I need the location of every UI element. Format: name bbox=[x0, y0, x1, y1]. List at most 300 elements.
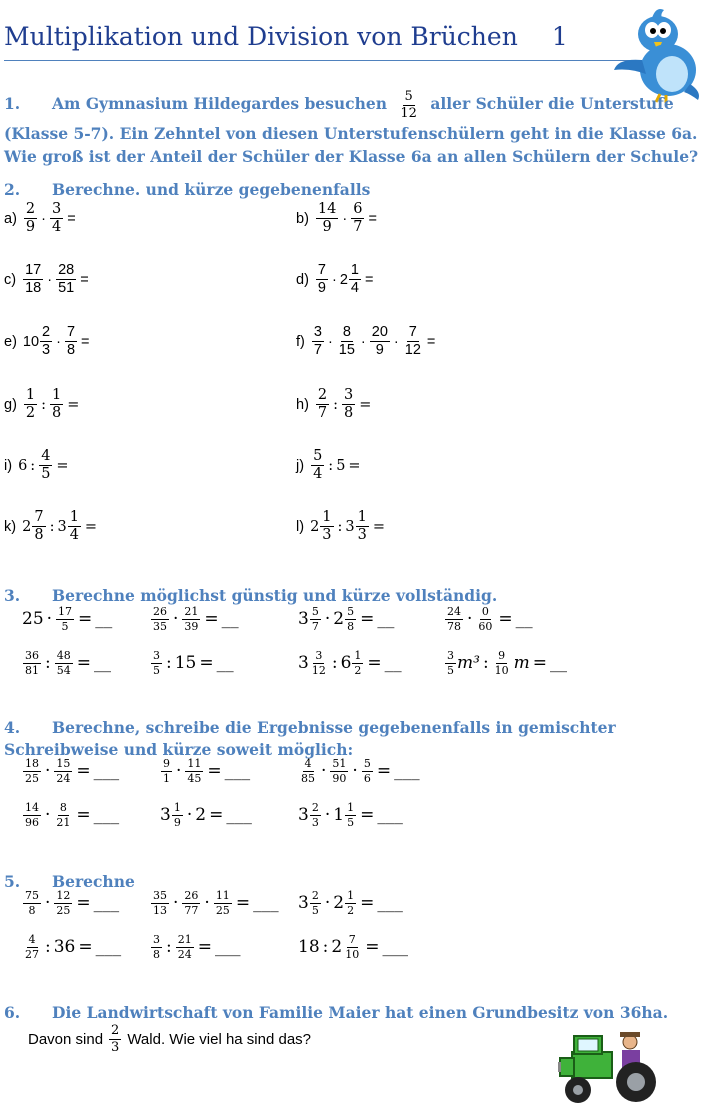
answer-blank: ___ bbox=[224, 761, 251, 782]
denominator: 8 bbox=[153, 947, 160, 961]
fraction bbox=[182, 606, 200, 632]
fraction bbox=[65, 325, 77, 358]
answer-blank: __ bbox=[216, 653, 234, 674]
numerator: 1 bbox=[354, 649, 362, 662]
fraction bbox=[311, 449, 324, 482]
task-label: c) bbox=[4, 271, 17, 288]
task-label: d) bbox=[296, 271, 309, 288]
fraction bbox=[214, 890, 232, 916]
denominator: 3 bbox=[42, 342, 51, 359]
operator: · bbox=[45, 761, 51, 782]
q6-question bbox=[28, 1024, 311, 1054]
fraction bbox=[352, 650, 363, 676]
q2-task-f bbox=[296, 325, 438, 358]
denominator: 24 bbox=[56, 771, 71, 785]
task-label: a) bbox=[4, 210, 17, 227]
operator: · bbox=[352, 761, 358, 782]
answer-blank: __ bbox=[93, 653, 111, 674]
answer-blank: ___ bbox=[253, 893, 279, 914]
fraction bbox=[151, 650, 162, 676]
answer-blank: ___ bbox=[93, 761, 120, 782]
answer-blank: ___ bbox=[226, 805, 252, 826]
numerator: 21 bbox=[184, 605, 199, 618]
whole-number: 6 bbox=[340, 653, 352, 674]
q5-expr-1 bbox=[22, 890, 119, 916]
fraction bbox=[312, 325, 324, 358]
q5-expr-3 bbox=[298, 890, 403, 916]
q4-text: Berechne, schreibe die Ergebnisse gegebenenfalls in gemischter bbox=[52, 718, 616, 737]
q3-heading bbox=[4, 586, 497, 605]
equals-sign: = bbox=[376, 761, 392, 782]
denominator: 5 bbox=[61, 619, 69, 633]
equals-sign: = bbox=[76, 653, 91, 674]
fraction bbox=[351, 202, 364, 235]
equals-sign: = bbox=[81, 333, 90, 350]
fraction bbox=[32, 510, 45, 543]
bird-mascot-icon bbox=[612, 4, 702, 104]
q3-expr-5 bbox=[22, 650, 111, 676]
whole-number: 3 bbox=[298, 653, 309, 674]
denominator: 8 bbox=[347, 619, 355, 633]
fraction bbox=[23, 934, 41, 960]
equals-sign: = bbox=[80, 271, 89, 288]
numerator: 75 bbox=[25, 889, 39, 902]
denominator: 7 bbox=[353, 219, 363, 236]
q2-task-l bbox=[296, 510, 388, 543]
numerator: 7 bbox=[407, 325, 419, 342]
unit: m bbox=[513, 653, 530, 674]
q1-line1 bbox=[4, 90, 674, 120]
denominator: 85 bbox=[301, 771, 315, 785]
denominator: 5 bbox=[153, 663, 160, 677]
numerator: 48 bbox=[56, 649, 71, 662]
denominator: 3 bbox=[322, 527, 332, 544]
q2-task-i bbox=[4, 449, 72, 482]
numerator: 12 bbox=[56, 889, 71, 902]
denominator: 7 bbox=[313, 342, 322, 359]
q1-number: 1. bbox=[4, 94, 21, 114]
operator: : bbox=[322, 937, 329, 958]
title-text: Multiplikation und Division von Brüchen bbox=[4, 22, 518, 51]
operator: : bbox=[45, 653, 51, 674]
numerator: 7 bbox=[316, 263, 328, 280]
denominator: 7 bbox=[317, 405, 328, 422]
page-title bbox=[4, 22, 568, 51]
whole-number: 3 bbox=[298, 893, 309, 914]
task-label: b) bbox=[296, 210, 309, 227]
denominator: 4 bbox=[313, 466, 323, 483]
numerator: 3 bbox=[153, 933, 160, 946]
equals-sign: = bbox=[56, 457, 69, 474]
answer-blank: __ bbox=[515, 609, 533, 630]
denominator: 60 bbox=[478, 619, 493, 633]
q3-text: Berechne möglichst günstig und kürze vollständig. bbox=[52, 586, 498, 605]
fraction bbox=[176, 934, 194, 960]
q3-expr-4 bbox=[444, 606, 533, 632]
denominator: 39 bbox=[184, 619, 199, 633]
equals-sign: = bbox=[76, 805, 91, 826]
whole-number: 2 bbox=[339, 271, 348, 288]
fraction bbox=[337, 325, 357, 358]
fraction bbox=[56, 606, 74, 632]
whole-number: 2 bbox=[195, 805, 207, 826]
denominator: 5 bbox=[347, 815, 355, 829]
operator: : bbox=[166, 937, 172, 958]
fraction bbox=[151, 934, 162, 960]
q2-number: 2. bbox=[4, 180, 21, 199]
equals-sign: = bbox=[197, 937, 212, 958]
q4-text-line2: Schreibweise und kürze soweit möglich: bbox=[4, 740, 354, 759]
whole-number: 2 bbox=[310, 518, 320, 535]
denominator: 25 bbox=[25, 771, 39, 785]
q1-frac-den: 12 bbox=[400, 105, 417, 121]
equals-sign: = bbox=[78, 937, 93, 958]
fraction bbox=[24, 202, 37, 235]
whole-number: 3 bbox=[298, 609, 309, 630]
operator: · bbox=[176, 761, 182, 782]
q2-heading bbox=[4, 180, 370, 199]
equals-sign: = bbox=[372, 518, 386, 535]
fraction bbox=[299, 758, 317, 784]
fraction bbox=[55, 650, 73, 676]
denominator: 7 bbox=[311, 619, 319, 633]
numerator: 11 bbox=[187, 757, 202, 770]
equals-sign: = bbox=[360, 805, 375, 826]
operator: · bbox=[173, 893, 179, 914]
denominator: 90 bbox=[332, 771, 347, 785]
q3-expr-2 bbox=[150, 606, 239, 632]
denominator: 78 bbox=[447, 619, 461, 633]
task-label: f) bbox=[296, 333, 305, 350]
fraction bbox=[349, 263, 361, 296]
answer-blank: __ bbox=[95, 609, 113, 630]
task-label: j) bbox=[296, 457, 305, 474]
q6-number: 6. bbox=[4, 1003, 21, 1022]
equals-sign: = bbox=[67, 210, 76, 227]
numerator: 36 bbox=[25, 649, 39, 662]
numerator: 3 bbox=[50, 202, 63, 219]
fraction bbox=[151, 606, 169, 632]
q4-expr-3 bbox=[298, 758, 420, 784]
denominator: 9 bbox=[322, 219, 332, 236]
fraction bbox=[316, 388, 329, 421]
q4-expr-6 bbox=[298, 802, 403, 828]
denominator: 51 bbox=[58, 280, 75, 297]
denominator: 12 bbox=[404, 342, 421, 359]
q5-expr-4 bbox=[22, 934, 121, 960]
equals-sign: = bbox=[348, 457, 361, 474]
denominator: 2 bbox=[354, 663, 362, 677]
denominator: 45 bbox=[187, 771, 202, 785]
numerator: 4 bbox=[39, 449, 52, 466]
denominator: 24 bbox=[177, 947, 192, 961]
fraction bbox=[493, 650, 511, 676]
whole-number: 2 bbox=[333, 609, 345, 630]
whole-number: 25 bbox=[22, 609, 44, 630]
equals-sign: = bbox=[368, 210, 377, 227]
numerator: 4 bbox=[28, 933, 36, 946]
denominator: 3 bbox=[357, 527, 367, 544]
operator: · bbox=[186, 805, 193, 826]
fraction bbox=[316, 263, 328, 296]
numerator: 1 bbox=[356, 510, 369, 527]
q3-expr-1 bbox=[22, 606, 112, 632]
q1-fraction bbox=[398, 90, 419, 120]
denominator: 25 bbox=[56, 903, 71, 917]
operator: : bbox=[333, 396, 339, 413]
fraction bbox=[476, 606, 494, 632]
fraction bbox=[445, 650, 456, 676]
q2-task-k bbox=[4, 510, 100, 543]
denominator: 10 bbox=[345, 947, 360, 961]
q3-expr-7 bbox=[298, 650, 402, 676]
numerator: 1 bbox=[68, 510, 81, 527]
operator: · bbox=[56, 333, 61, 350]
fraction bbox=[23, 263, 43, 296]
fraction bbox=[56, 263, 76, 296]
denominator: 8 bbox=[52, 405, 62, 422]
q6-text-before: Davon sind bbox=[28, 1030, 104, 1048]
numerator: 0 bbox=[481, 605, 489, 618]
operator: : bbox=[337, 518, 343, 535]
q4-expr-2 bbox=[160, 758, 250, 784]
numerator: 3 bbox=[312, 325, 324, 342]
fraction bbox=[50, 202, 63, 235]
q5-text: Berechne bbox=[52, 872, 135, 891]
equals-sign: = bbox=[532, 653, 548, 674]
title-underline bbox=[4, 60, 634, 61]
denominator: 4 bbox=[69, 527, 79, 544]
whole-number: 3 bbox=[57, 518, 67, 535]
numerator: 1 bbox=[347, 801, 355, 814]
denominator: 8 bbox=[34, 527, 44, 544]
operator: · bbox=[360, 333, 366, 350]
task-label: h) bbox=[296, 396, 309, 413]
page-number: 1 bbox=[551, 22, 568, 51]
fraction bbox=[109, 1024, 121, 1054]
fraction bbox=[370, 325, 390, 358]
operator: : bbox=[30, 457, 36, 474]
fraction bbox=[362, 758, 373, 784]
fraction bbox=[23, 758, 41, 784]
operator: · bbox=[47, 271, 53, 288]
q2-task-c bbox=[4, 263, 92, 296]
denominator: 81 bbox=[25, 663, 39, 677]
q5-number: 5. bbox=[4, 872, 21, 891]
fraction bbox=[343, 934, 361, 960]
q1-line3: Wie groß ist der Anteil der Schüler der Klasse 6a an allen Schülern der Schule? bbox=[4, 147, 699, 166]
denominator: 3 bbox=[311, 815, 319, 829]
answer-blank: ___ bbox=[377, 893, 403, 914]
fraction bbox=[330, 758, 348, 784]
denominator: 35 bbox=[153, 619, 167, 633]
operator: · bbox=[342, 210, 348, 227]
denominator: 12 bbox=[311, 663, 326, 677]
equals-sign: = bbox=[76, 761, 91, 782]
answer-blank: ___ bbox=[382, 937, 408, 958]
whole-number: 15 bbox=[174, 653, 197, 674]
operator: · bbox=[45, 893, 51, 914]
fraction bbox=[310, 802, 321, 828]
whole-number: 10 bbox=[22, 333, 40, 350]
denominator: 21 bbox=[56, 815, 71, 829]
fraction bbox=[345, 802, 356, 828]
numerator: 35 bbox=[153, 889, 167, 902]
numerator: 1 bbox=[320, 510, 333, 527]
denominator: 96 bbox=[25, 815, 39, 829]
fraction bbox=[39, 449, 52, 482]
equals-sign: = bbox=[204, 609, 219, 630]
whole-number: 36 bbox=[53, 937, 76, 958]
equals-sign: = bbox=[209, 805, 224, 826]
denominator: 1 bbox=[163, 771, 170, 785]
denominator: 13 bbox=[153, 903, 167, 917]
equals-sign: = bbox=[76, 893, 91, 914]
equals-sign: = bbox=[364, 271, 374, 288]
fraction bbox=[316, 202, 338, 235]
denominator: 27 bbox=[25, 947, 39, 961]
operator: : bbox=[482, 653, 489, 674]
numerator: 2 bbox=[40, 325, 52, 342]
numerator: 2 bbox=[311, 801, 319, 814]
numerator: 1 bbox=[347, 889, 355, 902]
whole-number: 3 bbox=[160, 805, 171, 826]
q2-task-a bbox=[4, 202, 79, 235]
numerator: 1 bbox=[24, 388, 37, 405]
answer-blank: ___ bbox=[377, 805, 403, 826]
q1-text-before: Am Gymnasium Hildegardes besuchen bbox=[52, 94, 387, 114]
fraction bbox=[345, 890, 356, 916]
fraction bbox=[345, 606, 356, 632]
numerator: 17 bbox=[23, 263, 43, 280]
numerator: 2 bbox=[24, 202, 37, 219]
numerator: 51 bbox=[332, 757, 347, 770]
q2-task-d bbox=[296, 263, 376, 296]
numerator: 18 bbox=[25, 757, 39, 770]
operator: · bbox=[204, 893, 210, 914]
operator: · bbox=[324, 609, 331, 630]
numerator: 3 bbox=[447, 649, 454, 662]
operator: · bbox=[331, 271, 337, 288]
numerator: 11 bbox=[215, 889, 230, 902]
denominator: 54 bbox=[56, 663, 71, 677]
q1-frac-num: 5 bbox=[404, 89, 413, 104]
q4-heading bbox=[4, 718, 616, 737]
numerator: 5 bbox=[311, 449, 324, 466]
numerator: 8 bbox=[59, 801, 67, 814]
operator: · bbox=[393, 333, 399, 350]
operator: · bbox=[324, 805, 331, 826]
equals-sign: = bbox=[365, 937, 380, 958]
equals-sign: = bbox=[498, 609, 513, 630]
q1-line2: (Klasse 5-7). Ein Zehntel von diesen Unterstufenschülern geht in die Klasse 6a. bbox=[4, 124, 698, 143]
denominator: 2 bbox=[347, 903, 355, 917]
equals-sign: = bbox=[78, 609, 93, 630]
operator: · bbox=[173, 609, 179, 630]
q4-number: 4. bbox=[4, 718, 21, 737]
denominator: 2 bbox=[25, 405, 36, 422]
operator: · bbox=[41, 210, 46, 227]
numerator: 7 bbox=[348, 933, 356, 946]
equals-sign: = bbox=[207, 761, 222, 782]
task-label: k) bbox=[4, 518, 17, 535]
whole-number: 2 bbox=[22, 518, 32, 535]
numerator: 21 bbox=[177, 933, 192, 946]
fraction bbox=[356, 510, 369, 543]
numerator: 6 bbox=[351, 202, 364, 219]
denominator: 6 bbox=[363, 771, 371, 785]
fraction bbox=[23, 802, 41, 828]
denominator: 25 bbox=[215, 903, 230, 917]
q6-text: Die Landwirtschaft von Familie Maier hat einen Grundbesitz von 36ha. bbox=[52, 1003, 669, 1022]
q2-text: Berechne. und kürze gegebenenfalls bbox=[52, 180, 371, 199]
fraction bbox=[161, 758, 172, 784]
numerator: 8 bbox=[341, 325, 353, 342]
equals-sign: = bbox=[367, 653, 382, 674]
denominator: 9 bbox=[317, 280, 326, 297]
whole-number: 2 bbox=[331, 937, 343, 958]
fraction bbox=[23, 650, 41, 676]
equals-sign: = bbox=[84, 518, 98, 535]
fraction bbox=[50, 388, 63, 421]
operator: : bbox=[328, 457, 334, 474]
operator: · bbox=[327, 333, 333, 350]
denominator: 18 bbox=[25, 280, 42, 297]
numerator: 2 bbox=[111, 1023, 120, 1038]
numerator: 5 bbox=[347, 605, 355, 618]
task-label: i) bbox=[4, 457, 13, 474]
numerator: 9 bbox=[163, 757, 170, 770]
denominator: 8 bbox=[66, 342, 76, 359]
whole-number: 3 bbox=[345, 518, 355, 535]
numerator: 7 bbox=[65, 325, 77, 342]
q2-task-b bbox=[296, 202, 380, 235]
q3-expr-6 bbox=[150, 650, 234, 676]
denominator: 9 bbox=[173, 815, 181, 829]
numerator: 17 bbox=[58, 605, 73, 618]
tractor-icon bbox=[556, 1028, 674, 1104]
whole-number: 5 bbox=[336, 457, 346, 474]
denominator: 3 bbox=[111, 1039, 120, 1055]
denominator: 5 bbox=[447, 663, 454, 677]
numerator: 2 bbox=[316, 388, 329, 405]
q3-expr-3 bbox=[298, 606, 394, 632]
q3-number: 3. bbox=[4, 586, 21, 605]
q1-text-after: aller Schüler die Unterstufe bbox=[430, 94, 674, 114]
numerator: 3 bbox=[342, 388, 355, 405]
denominator: 4 bbox=[350, 280, 359, 297]
q5-expr-2 bbox=[150, 890, 279, 916]
q5-expr-5 bbox=[150, 934, 240, 960]
numerator: 9 bbox=[498, 649, 506, 662]
numerator: 3 bbox=[315, 649, 323, 662]
q5-expr-6 bbox=[298, 934, 408, 960]
fraction bbox=[182, 890, 200, 916]
answer-blank: ___ bbox=[214, 937, 241, 958]
numerator: 2 bbox=[311, 889, 319, 902]
denominator: 10 bbox=[494, 663, 509, 677]
numerator: 14 bbox=[316, 202, 338, 219]
equals-sign: = bbox=[360, 893, 375, 914]
q2-task-e bbox=[4, 325, 93, 358]
numerator: 15 bbox=[56, 757, 71, 770]
q3-expr-8 bbox=[444, 650, 567, 676]
equals-sign: = bbox=[359, 396, 372, 413]
denominator: 9 bbox=[25, 219, 36, 236]
fraction bbox=[310, 606, 321, 632]
numerator: 1 bbox=[349, 263, 361, 280]
numerator: 28 bbox=[56, 263, 76, 280]
